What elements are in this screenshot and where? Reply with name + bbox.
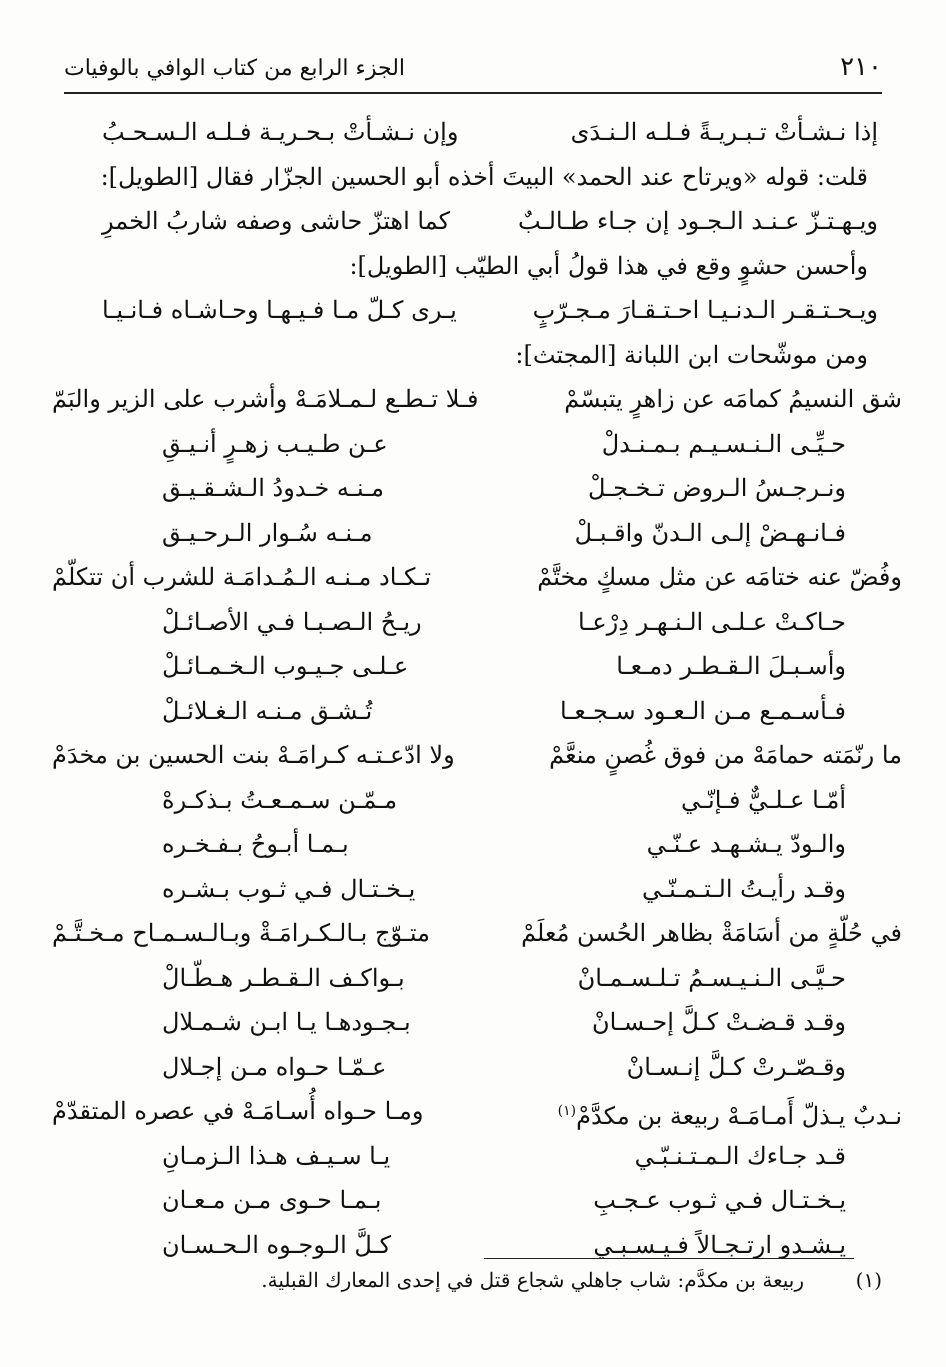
verse-line [44,422,902,467]
verse-line [44,1089,902,1134]
verse-line [44,1223,902,1268]
verse-second-hemistich: يـرى كـلّ مـا فـيـهـا وحـاشـاه فـانـيـا [102,296,457,324]
verse-line [44,110,902,155]
verse-second-hemistich: بـجـودهـا يـا ابـن شـمـلال [162,1008,411,1036]
verse-second-hemistich: ومـا حـواه أُسـامَـهْ في عصره المتقدّمْ [52,1097,424,1125]
hemistich-text: حـاكـتْ عـلـى الـنـهـر دِرْعـا [578,607,846,636]
hemistich-text: ونـرجـسُ الـروض تـخـجـلْ [587,474,846,502]
prose-line: ومن موشّحات ابن اللبانة [المجتث]: [515,340,868,369]
hemistich-text: يـخـتـال فـي ثـوب عـجـبِ [593,1186,846,1214]
verse-line [44,1178,902,1223]
verse-second-hemistich: وإن نـشـأتْ بـحـريـة فـلـه الـسـحـبُ [102,118,459,146]
hemistich-text: وقـد رأيـتُ الـتـمـنّـي [642,874,846,903]
hemistich-text: حـيَّـى الـنـيـسـمُ تـلـسـمـانْ [577,963,846,992]
verse-second-hemistich: كما اهتزّ حاشى وصفه شاربُ الخمرِ [102,207,450,235]
verse-first-hemistich [592,1000,846,1045]
verse-line [44,288,902,333]
verse-first-hemistich [549,733,902,778]
verse-first-hemistich [593,1178,846,1223]
verse-first-hemistich [571,110,878,155]
verse-line [44,377,902,422]
verse-line [44,689,902,734]
hemistich-text: وقـد قـضـتْ كـلَّ إحـسـانْ [591,1008,846,1036]
verse-line [44,199,902,244]
verse-second-hemistich: متـوّج بـالـكـرامَـةْ وبـالـسـمـاح مـخـتَّـمْ [52,919,430,947]
hemistich-text: ويـحـتـقـر الـدنـيـا احـتـقـارَ مـجـرّبٍ [532,296,878,324]
verse-first-hemistich [518,199,878,244]
verse-first-hemistich [558,1089,902,1139]
verse-line [44,1045,902,1090]
page-number: ٢١٠ [840,52,882,82]
verse-first-hemistich [647,822,846,867]
verse-second-hemistich: ريـحُ الـصـبـا فـي الأصـائـلْ [162,607,422,636]
verse-first-hemistich [642,867,846,912]
hemistich-text: والـودّ يـشـهـد عـنّـي [646,830,846,858]
verse-first-hemistich [593,1223,846,1268]
hemistich-text: وقـصّـرتْ كـلَّ إنـسـانْ [626,1052,846,1081]
footnote-text: ربيعة بن مكدَّم: شاب جاهلي شجاع قتل في إحدى المعارك القبلية. [261,1268,804,1292]
verse-second-hemistich: تـكـاد مـنـه الـمُـدامَـة للشرب أن تتكلّمْ [52,563,431,591]
verse-second-hemistich: يـا سـيـف هـذا الـزمـانِ [162,1141,391,1170]
verse-first-hemistich [560,689,846,734]
verse-line [44,600,902,645]
verse-line [44,1000,902,1045]
verse-first-hemistich [635,1134,846,1179]
footnote-reference: (١) [557,1103,577,1119]
verse-first-hemistich [681,778,846,823]
verse-first-hemistich [521,911,902,956]
prose-line: قلت: قوله «ويرتاح عند الحمد» البيتَ أخذه أبو الحسين الجزّار فقال [الطويل]: [100,162,868,191]
verse-second-hemistich: بـمـا حـوى مـن مـعـان [162,1186,382,1214]
verse-line [44,1134,902,1179]
verse-first-hemistich [564,377,902,422]
hemistich-text: شق النسيمُ كمامَه عن زاهرٍ يتبسّمْ [564,385,902,413]
verse-line [44,466,902,511]
verse-second-hemistich: يـخـتـال فـي ثـوب بـشـره [162,874,416,903]
hemistich-text: أمّـا عـلـيٌّ فـإنّـي [681,785,846,814]
hemistich-text: في حُلّةٍ من أسَامَةْ بظاهر الحُسن مُعلَمْ [521,919,902,947]
verse-second-hemistich: عـلـى جـيـوب الـخـمـائـلْ [162,652,409,680]
footnote-divider [484,1258,854,1259]
verse-line [44,555,902,600]
verse-line [44,822,902,867]
verse-second-hemistich: بـواكـف الـقـطـر هـطّـالْ [162,963,405,992]
hemistich-text: إذا نـشـأتْ تـبـريـةً فـلـه الـنـدَى [570,118,878,146]
verse-second-hemistich: بـمـا أبـوحُ بـفـخـره [162,830,349,858]
hemistich-text: فـأسـمـع مـن الـعـود سـجـعـا [560,696,846,725]
prose-line: وأحسن حشوٍ وقع في هذا قولُ أبي الطيّب [الطويل]: [349,251,868,280]
verse-line [44,778,902,823]
footnote [64,1268,882,1304]
page-body [44,110,902,1267]
hemistich-text: فـانـهـضْ إلـى الـدنّ واقـبـلْ [574,518,846,547]
hemistich-text: ويـهـتـزّ عـنـد الـجـود إن جـاء طـالـبٌ [517,207,878,235]
verse-line [44,867,902,912]
hemistich-text: نـدبٌ يـذلّ أَمـامَـهْ ربيعة بن مكدَّمْ [576,1102,902,1130]
verse-first-hemistich [533,288,878,333]
running-title: الجزء الرابع من كتاب الوافي بالوفيات [64,56,406,81]
verse-first-hemistich [602,422,846,467]
verse-second-hemistich: عـمّـا حـواه مـن إجـلال [162,1052,387,1081]
verse-second-hemistich: مـنـه خـدودُ الـشـقـيـق [162,474,384,502]
verse-first-hemistich [616,644,846,689]
verse-line [44,644,902,689]
verse-first-hemistich [578,600,846,645]
footnote-number: (١) [855,1268,882,1292]
page-header [64,50,882,94]
hemistich-text: قـد جـاءك الـمـتـنـبّـي [634,1141,846,1170]
hemistich-text: ما رنّمَته حمامَهْ من فوق غُصنٍ منعَّمْ [549,741,902,769]
verse-first-hemistich [578,956,846,1001]
verse-first-hemistich [588,466,846,511]
verse-second-hemistich: ولا ادّعـتـه كـرامَـهْ بنت الحسين بن مخدَمْ [52,741,455,769]
verse-first-hemistich [575,511,846,556]
hemistich-text: وفُضّ عنه ختامَه عن مثل مسكٍ مختَّمْ [537,563,902,591]
verse-line [44,911,902,956]
hemistich-text: حـيِّـى الـنـسـيـم بـمـنـدلْ [601,429,846,458]
verse-second-hemistich: مـنـه سُـوار الـرحـيـق [162,518,373,547]
verse-second-hemistich: عـن طـيـب زهـرٍ أنـيـقِ [162,429,388,458]
verse-second-hemistich: تُـشـق مـنـه الـغـلائـلْ [162,696,373,725]
verse-first-hemistich [627,1045,846,1090]
verse-second-hemistich: مـمّـن سـمـعـتُ بـذكـرهْ [162,785,398,814]
verse-line [44,956,902,1001]
verse-second-hemistich: فـلا تـطـع لـمـلامَـهْ وأشرب على الزير والبَمّ [52,385,479,413]
verse-second-hemistich: كـلَّ الـوجـوه الـحـسـان [162,1230,392,1259]
hemistich-text: يـشـدو ارتـجـالاً فـيـسـبـي [593,1230,846,1259]
verse-first-hemistich [537,555,902,600]
verse-line [44,511,902,556]
verse-line [44,733,902,778]
hemistich-text: وأسـبـلَ الـقـطـر دمـعـا [616,652,846,680]
